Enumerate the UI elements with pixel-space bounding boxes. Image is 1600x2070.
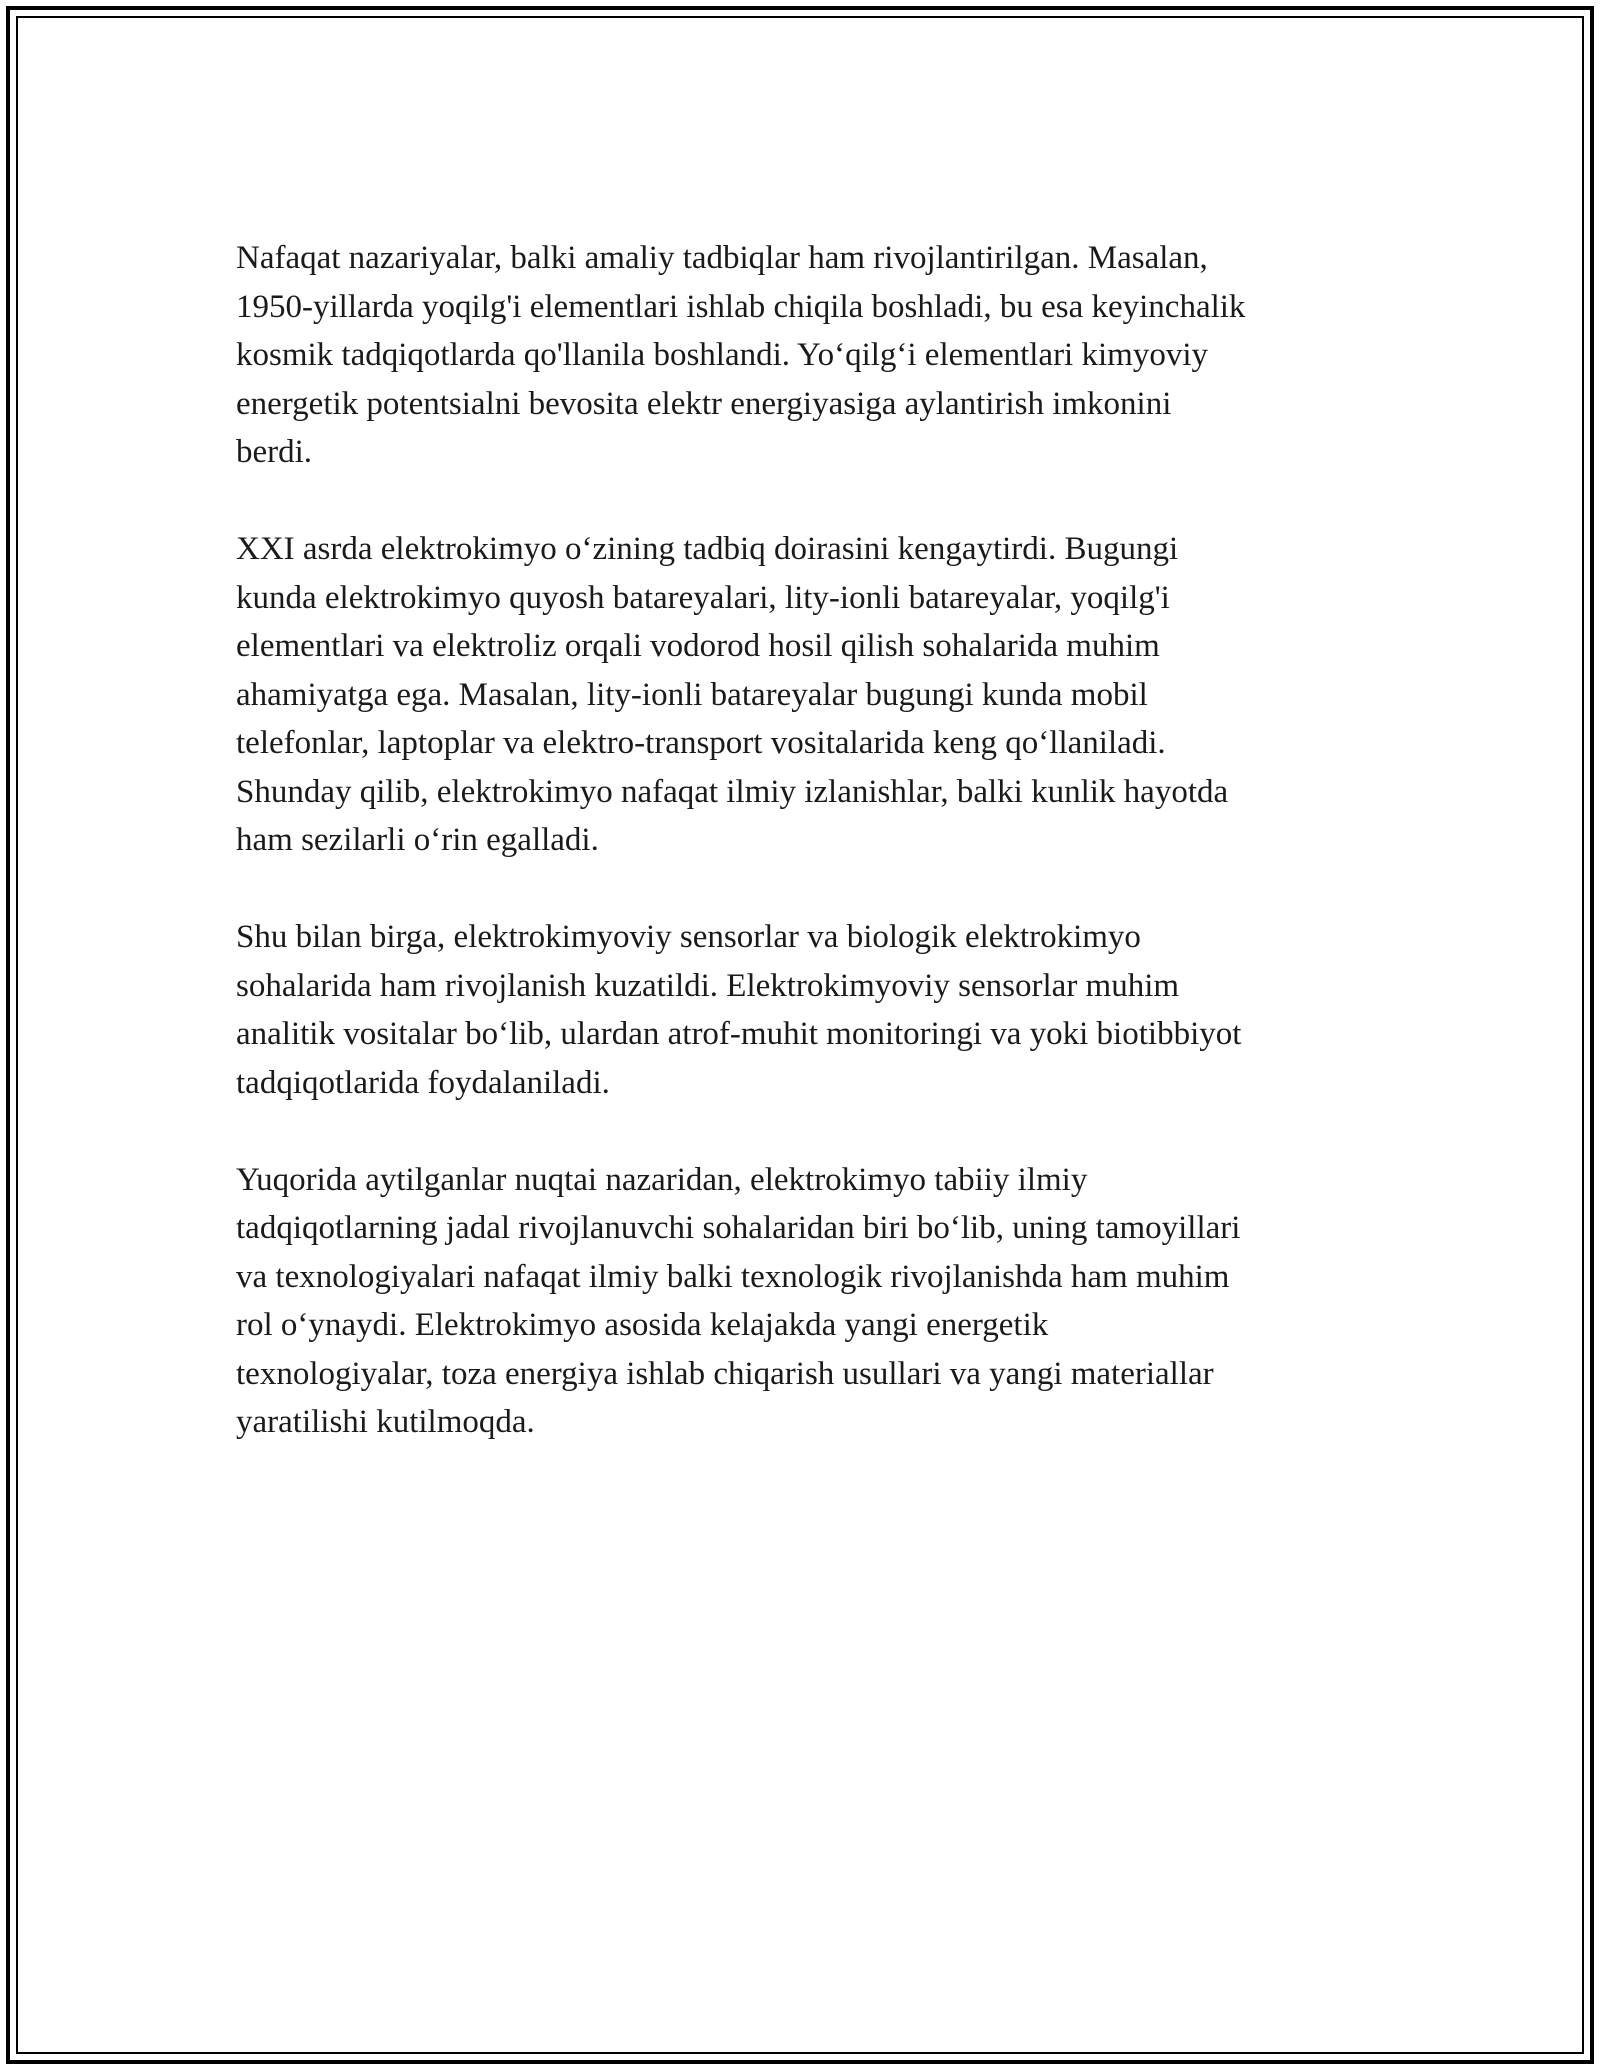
paragraph-4: Yuqorida aytilganlar nuqtai nazaridan, elektrokimyo tabiiy ilmiy tadqiqotlarning jadal rivojlanuvchi sohalaridan biri bo‘lib, uning tamoyillari va texnologiyalari nafaqat ilmiy balki texnologik rivojlanishda ham muhim rol o‘ynaydi. Elektrokimyo asosida kelajakda yangi energetik texnologiyalar, toza energiya ishlab chiqarish usullari va yangi materiallar yaratilishi kutilmoqda. [236, 1161, 1241, 1440]
document-body [236, 234, 1366, 1495]
paragraph-2: XXI asrda elektrokimyo o‘zining tadbiq doirasini kengaytirdi. Bugungi kunda elektrokimyo quyosh batareyalari, lity-ionli batareyalar, yoqilg'i elementlari va elektroliz orqali vodorod hosil qilish sohalarida muhim ahamiyatga ega. Masalan, lity-ionli batareyalar bugungi kunda mobil telefonlar, laptoplar va elektro-transport vositalarida keng qo‘llaniladi. Shunday qilib, elektrokimyo nafaqat ilmiy izlanishlar, balki kunlik hayotda ham sezilarli o‘rin egalladi. [236, 531, 1229, 858]
paragraph-3: Shu bilan birga, elektrokimyoviy sensorlar va biologik elektrokimyo sohalarida ham rivojlanish kuzatildi. Elektrokimyoviy sensorlar muhim analitik vositalar bo‘lib, ulardan atrof-muhit monitoringi va yoki biotibbiyot tadqiqotlarida foydalaniladi. [236, 919, 1242, 1101]
paragraph-1: Nafaqat nazariyalar, balki amaliy tadbiqlar ham rivojlantirilgan. Masalan, 1950-yillarda yoqilg'i elementlari ishlab chiqila boshladi, bu esa keyinchalik kosmik tadqiqotlarda qo'llanila boshlandi. Yo‘qilg‘i elementlari kimyoviy energetik potentsialni bevosita elektr energiyasiga aylantirish imkonini berdi. [236, 240, 1246, 470]
